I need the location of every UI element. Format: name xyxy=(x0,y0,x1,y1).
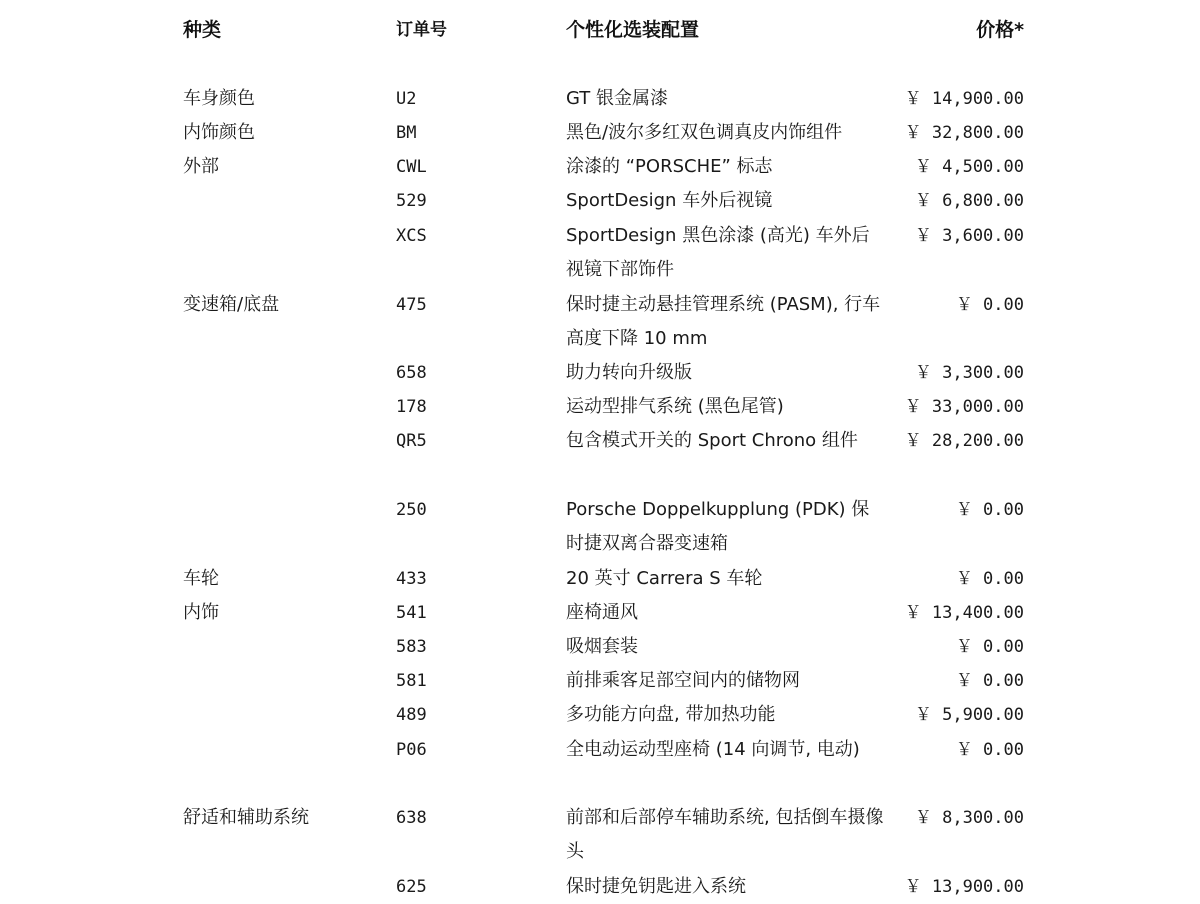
row-category: 车身颜色 xyxy=(183,88,255,109)
row-price: ￥ 0.00 xyxy=(955,295,1024,315)
row-price: ￥ 0.00 xyxy=(955,637,1024,657)
row-price: ￥ 5,900.00 xyxy=(914,705,1024,725)
row-order-number: 638 xyxy=(396,808,427,828)
row-price: ￥ 0.00 xyxy=(955,500,1024,520)
row-option: 前排乘客足部空间内的储物网 xyxy=(566,670,800,691)
row-option: 涂漆的 “PORSCHE” 标志 xyxy=(566,156,773,177)
row-price: ￥ 32,800.00 xyxy=(904,123,1024,143)
header-option: 个性化选装配置 xyxy=(566,19,700,41)
row-price: ￥ 6,800.00 xyxy=(914,191,1024,211)
row-price: ￥ 4,500.00 xyxy=(914,157,1024,177)
row-price: ￥ 8,300.00 xyxy=(914,808,1024,828)
row-category: 车轮 xyxy=(183,568,219,589)
row-order-number: 433 xyxy=(396,569,427,589)
row-option: 助力转向升级版 xyxy=(566,362,692,383)
row-order-number: P06 xyxy=(396,740,427,760)
row-order-number: XCS xyxy=(396,226,427,246)
row-option: 全电动运动型座椅 (14 向调节, 电动) xyxy=(566,739,860,760)
row-option: 前部和后部停车辅助系统, 包括倒车摄像头 xyxy=(566,807,884,862)
row-order-number: 489 xyxy=(396,705,427,725)
row-price: ￥ 14,900.00 xyxy=(904,89,1024,109)
row-order-number: QR5 xyxy=(396,431,427,451)
row-price: ￥ 13,400.00 xyxy=(904,603,1024,623)
row-order-number: 250 xyxy=(396,500,427,520)
row-option: 吸烟套装 xyxy=(566,636,638,657)
row-price: ￥ 3,600.00 xyxy=(914,226,1024,246)
row-option: SportDesign 黑色涂漆 (高光) 车外后视镜下部饰件 xyxy=(566,225,870,280)
header-category: 种类 xyxy=(183,19,222,41)
row-order-number: 658 xyxy=(396,363,427,383)
row-option: 座椅通风 xyxy=(566,602,638,623)
row-price: ￥ 0.00 xyxy=(955,671,1024,691)
row-category: 变速箱/底盘 xyxy=(183,294,280,315)
row-category: 外部 xyxy=(183,156,219,177)
row-order-number: 625 xyxy=(396,877,427,897)
row-order-number: 529 xyxy=(396,191,427,211)
row-price: ￥ 33,000.00 xyxy=(904,397,1024,417)
row-order-number: 581 xyxy=(396,671,427,691)
row-order-number: 583 xyxy=(396,637,427,657)
row-option: 包含模式开关的 Sport Chrono 组件 xyxy=(566,430,858,451)
row-order-number: CWL xyxy=(396,157,427,177)
row-option: Porsche Doppelkupplung (PDK) 保时捷双离合器变速箱 xyxy=(566,499,870,554)
row-option: 保时捷免钥匙进入系统 xyxy=(566,876,746,897)
row-category: 舒适和辅助系统 xyxy=(183,807,309,828)
header-order-number: 订单号 xyxy=(396,20,447,40)
row-option: SportDesign 车外后视镜 xyxy=(566,190,773,211)
row-price: ￥ 0.00 xyxy=(955,569,1024,589)
row-price: ￥ 0.00 xyxy=(955,740,1024,760)
header-price: 价格* xyxy=(976,19,1024,41)
row-order-number: 541 xyxy=(396,603,427,623)
row-option: 多功能方向盘, 带加热功能 xyxy=(566,704,776,725)
row-category: 内饰 xyxy=(183,602,219,623)
row-order-number: U2 xyxy=(396,89,417,109)
row-order-number: 178 xyxy=(396,397,427,417)
row-order-number: BM xyxy=(396,123,417,143)
row-option: 运动型排气系统 (黑色尾管) xyxy=(566,396,784,417)
row-price: ￥ 13,900.00 xyxy=(904,877,1024,897)
row-price: ￥ 3,300.00 xyxy=(914,363,1024,383)
row-option: 20 英寸 Carrera S 车轮 xyxy=(566,568,763,589)
row-order-number: 475 xyxy=(396,295,427,315)
row-option: GT 银金属漆 xyxy=(566,88,669,109)
row-option: 保时捷主动悬挂管理系统 (PASM), 行车高度下降 10 mm xyxy=(566,294,881,349)
row-option: 黑色/波尔多红双色调真皮内饰组件 xyxy=(566,122,843,143)
row-price: ￥ 28,200.00 xyxy=(904,431,1024,451)
row-category: 内饰颜色 xyxy=(183,122,255,143)
